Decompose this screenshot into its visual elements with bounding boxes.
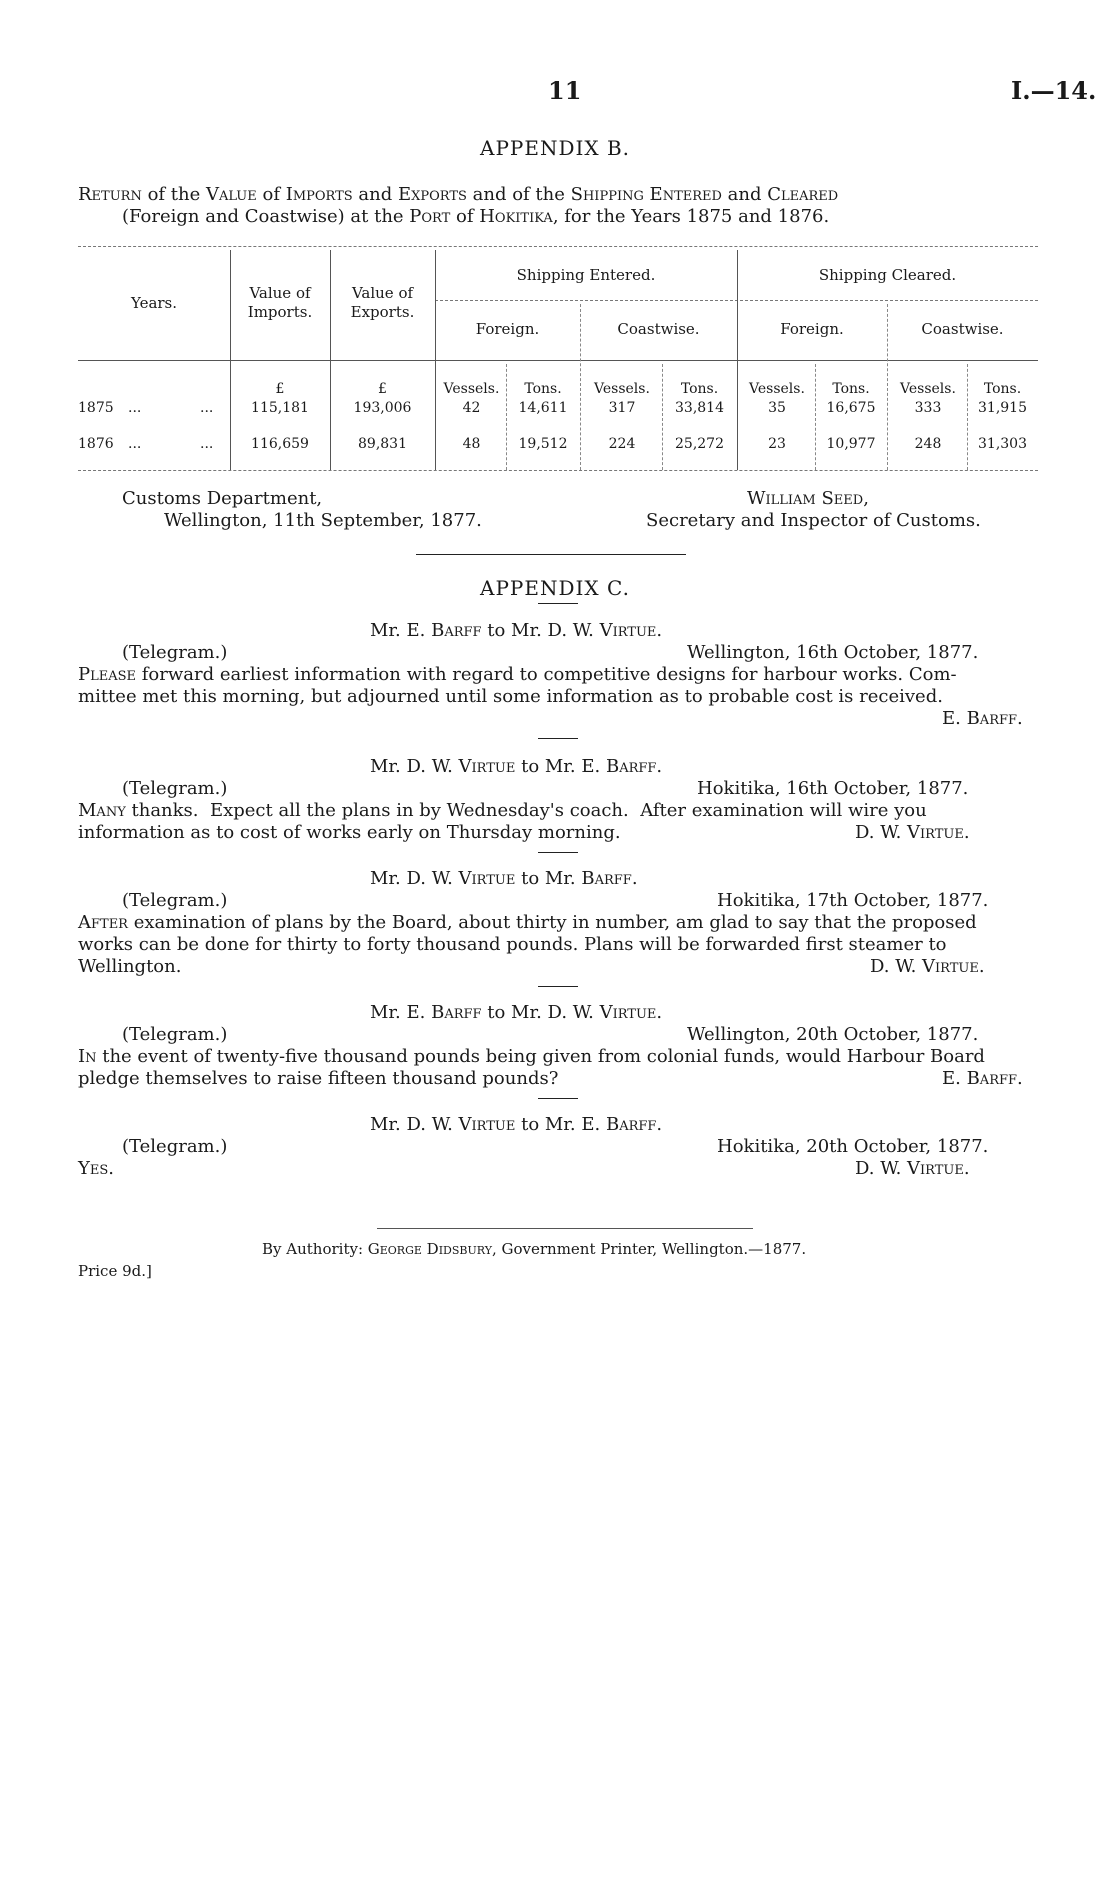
telegram-place-date: Wellington, 20th October, 1877. — [687, 1024, 979, 1045]
cell-entered-coastwise-vessels: 224 — [608, 436, 636, 452]
intro-word: Cleared — [767, 184, 839, 205]
title-underline — [538, 603, 578, 604]
unit-pound: £ — [378, 381, 387, 397]
telegram-signature: D. W. Virtue. — [855, 822, 970, 843]
telegram-label: (Telegram.) — [122, 890, 228, 911]
cell-entered-coastwise-vessels: 317 — [608, 400, 636, 416]
telegram-text: examination of plans by the Board, about thirty in number, am glad to say that the proposed — [127, 912, 977, 933]
heading-name: Barff — [581, 868, 632, 889]
cell-exports: 193,006 — [353, 400, 412, 416]
telegram-body-line: pledge themselves to raise fifteen thousand pounds? — [78, 1068, 559, 1089]
header-years: Years. — [130, 294, 178, 312]
telegram-text: the event of twenty-five thousand pounds being given from colonial funds, would Harbour Board — [96, 1046, 985, 1067]
footer-rule — [377, 1228, 753, 1229]
intro-word: Port — [409, 206, 451, 227]
heading-text: Mr. D. W. — [370, 756, 459, 777]
telegram-label: (Telegram.) — [122, 778, 228, 799]
heading-text: . — [631, 868, 638, 889]
heading-text: to Mr. E. — [515, 1114, 606, 1135]
unit-tons: Tons. — [832, 381, 870, 397]
cell-cleared-foreign-tons: 10,977 — [826, 436, 876, 452]
authority-text: By Authority: — [262, 1240, 368, 1258]
telegram-first-word: Many — [78, 800, 126, 821]
intro-word: Shipping Entered — [570, 184, 722, 205]
telegram-label: (Telegram.) — [122, 1024, 228, 1045]
row-leader-dots: ... — [128, 436, 142, 452]
telegram-first-word: In — [78, 1046, 97, 1067]
intro-text: , for the Years 1875 and 1876. — [552, 206, 830, 227]
row-leader-dots: ... — [128, 400, 142, 416]
heading-text: Mr. E. — [370, 620, 432, 641]
unit-tons: Tons. — [680, 381, 719, 397]
telegram-heading — [370, 1002, 662, 1023]
telegram-divider — [538, 852, 578, 853]
appendix-b-title: APPENDIX B. — [480, 136, 631, 160]
telegram-first-word: After — [78, 912, 128, 933]
cell-cleared-coastwise-tons: 31,303 — [978, 436, 1027, 452]
unit-pound: £ — [275, 381, 285, 397]
header-imports-line: Imports. — [247, 303, 313, 321]
cell-imports: 115,181 — [251, 400, 309, 416]
telegram-body-line: information as to cost of works early on Thursday morning. — [78, 822, 621, 843]
heading-name: Virtue — [458, 868, 516, 889]
cell-cleared-foreign-tons: 16,675 — [826, 400, 876, 416]
signoff-name: William Seed, — [747, 488, 869, 509]
heading-text: Mr. E. — [370, 1002, 432, 1023]
cell-cleared-foreign-vessels: 35 — [768, 400, 786, 416]
telegram-label: (Telegram.) — [122, 1136, 228, 1157]
intro-text: (Foreign and Coastwise) at the — [122, 206, 410, 227]
telegram-heading — [370, 620, 662, 641]
heading-name: Barff — [431, 1002, 482, 1023]
telegram-text: . — [108, 1158, 115, 1179]
heading-name: Virtue — [458, 756, 516, 777]
intro-word: Hokitika — [479, 206, 553, 227]
cell-entered-foreign-tons: 19,512 — [518, 436, 568, 452]
heading-name: Barff — [431, 620, 482, 641]
row-leader-dots: ... — [200, 400, 214, 416]
cell-entered-coastwise-tons: 33,814 — [675, 400, 724, 416]
telegram-divider — [538, 738, 578, 739]
intro-text: of the — [141, 184, 206, 205]
header-exports-line: Exports. — [350, 303, 415, 321]
telegram-body-line — [78, 912, 977, 933]
intro-text: of — [256, 184, 286, 205]
heading-name: Virtue — [599, 620, 657, 641]
cell-cleared-coastwise-vessels: 248 — [914, 436, 942, 452]
document-reference: I.—14. — [1011, 76, 1097, 105]
header-exports-line: Value of — [351, 284, 414, 302]
telegram-body-line: works can be done for thirty to forty thousand pounds. Plans will be forwarded first steamer to — [78, 934, 947, 955]
appendix-b-intro-line-2 — [122, 206, 1087, 227]
intro-text: and — [352, 184, 398, 205]
telegram-signature: D. W. Virtue. — [855, 1158, 970, 1179]
column-divider — [662, 364, 663, 470]
telegram-body-line — [78, 1158, 114, 1179]
telegram-text: forward earliest information with regard to competitive designs for harbour works. Com- — [136, 664, 957, 685]
page-number: 11 — [548, 76, 582, 105]
telegram-signature: D. W. Virtue. — [870, 956, 985, 977]
header-cleared-coastwise: Coastwise. — [921, 320, 1004, 338]
intro-word: Return — [78, 184, 142, 205]
table-header-rule — [78, 360, 1038, 361]
appendix-c-title: APPENDIX C. — [480, 576, 630, 600]
telegram-divider — [538, 986, 578, 987]
cell-imports: 116,659 — [251, 436, 309, 452]
telegram-place-date: Hokitika, 20th October, 1877. — [717, 1136, 989, 1157]
cell-entered-foreign-tons: 14,611 — [518, 400, 568, 416]
header-exports — [330, 284, 435, 322]
heading-text: . — [656, 620, 663, 641]
cell-entered-foreign-vessels: 42 — [462, 400, 481, 416]
telegram-place-date: Hokitika, 16th October, 1877. — [697, 778, 969, 799]
telegram-body-line — [78, 1046, 985, 1067]
heading-text: to Mr. — [515, 868, 582, 889]
price: Price 9d.] — [78, 1262, 152, 1280]
intro-word: Exports — [397, 184, 467, 205]
header-shipping-cleared: Shipping Cleared. — [818, 266, 957, 284]
heading-text: to Mr. D. W. — [481, 1002, 600, 1023]
heading-text: to Mr. E. — [515, 756, 606, 777]
unit-vessels: Vessels. — [900, 381, 956, 397]
heading-name: Virtue — [599, 1002, 657, 1023]
heading-text: . — [656, 1114, 663, 1135]
intro-word: Imports — [285, 184, 353, 205]
intro-word: Value — [206, 184, 257, 205]
telegram-heading — [370, 1114, 662, 1135]
heading-text: Mr. D. W. — [370, 868, 459, 889]
heading-text: Mr. D. W. — [370, 1114, 459, 1135]
heading-text: to Mr. D. W. — [481, 620, 600, 641]
heading-name: Barff — [605, 756, 657, 777]
row-year: 1875 — [78, 400, 114, 416]
intro-text: and — [721, 184, 768, 205]
header-cleared-foreign: Foreign. — [780, 320, 844, 338]
intro-text: and of the — [466, 184, 571, 205]
heading-text: . — [656, 1002, 663, 1023]
header-entered-foreign: Foreign. — [475, 320, 540, 338]
telegram-text: thanks. Expect all the plans in by Wednesday's coach. After examination will wire you — [125, 800, 927, 821]
unit-vessels: Vessels. — [749, 381, 805, 397]
heading-name: Barff — [605, 1114, 657, 1135]
telegram-place-date: Wellington, 16th October, 1877. — [687, 642, 979, 663]
telegram-signature: E. Barff. — [942, 1068, 1023, 1089]
telegram-body-line — [78, 664, 957, 685]
cell-cleared-foreign-vessels: 23 — [768, 436, 786, 452]
telegram-body-line — [78, 800, 927, 821]
authority-text: , Government Printer, Wellington.—1877. — [491, 1240, 807, 1258]
telegram-heading — [370, 756, 662, 777]
column-divider — [506, 364, 507, 470]
telegram-label: (Telegram.) — [122, 642, 228, 663]
telegram-heading — [370, 868, 638, 889]
telegram-body-line: Wellington. — [78, 956, 182, 977]
telegram-signature: E. Barff. — [942, 708, 1023, 729]
row-leader-dots: ... — [200, 436, 214, 452]
intro-text: of — [450, 206, 480, 227]
header-entered-coastwise: Coastwise. — [617, 320, 700, 338]
cell-cleared-coastwise-tons: 31,915 — [978, 400, 1027, 416]
table-top-rule — [78, 246, 1038, 247]
telegram-place-date: Hokitika, 17th October, 1877. — [717, 890, 989, 911]
appendix-b-intro-line-1 — [78, 184, 1043, 205]
unit-tons: Tons. — [983, 381, 1022, 397]
column-divider — [815, 364, 816, 470]
printer-authority — [262, 1240, 806, 1258]
table-bottom-rule — [78, 470, 1038, 471]
cell-entered-coastwise-tons: 25,272 — [675, 436, 724, 452]
printer-name: George Didsbury — [367, 1240, 492, 1258]
telegram-first-word: Please — [78, 664, 137, 685]
telegram-body-line: mittee met this morning, but adjourned until some information as to probable cost is received. — [78, 686, 943, 707]
section-divider — [416, 554, 686, 555]
header-imports — [230, 284, 330, 322]
cell-entered-foreign-vessels: 48 — [462, 436, 481, 452]
signoff-title: Secretary and Inspector of Customs. — [646, 510, 981, 531]
unit-tons: Tons. — [524, 381, 562, 397]
heading-text: . — [656, 756, 663, 777]
header-shipping-entered: Shipping Entered. — [516, 266, 656, 284]
row-year: 1876 — [78, 436, 114, 452]
customs-dept: Customs Department, — [122, 488, 323, 509]
column-divider — [967, 364, 968, 470]
header-imports-line: Value of — [249, 284, 311, 302]
unit-vessels: Vessels. — [594, 381, 650, 397]
cell-exports: 89,831 — [358, 436, 407, 452]
unit-vessels: Vessels. — [443, 381, 500, 397]
heading-name: Virtue — [458, 1114, 516, 1135]
telegram-first-word: Yes — [78, 1158, 109, 1179]
telegram-divider — [538, 1098, 578, 1099]
signoff-place-date: Wellington, 11th September, 1877. — [164, 510, 482, 531]
cell-cleared-coastwise-vessels: 333 — [914, 400, 942, 416]
